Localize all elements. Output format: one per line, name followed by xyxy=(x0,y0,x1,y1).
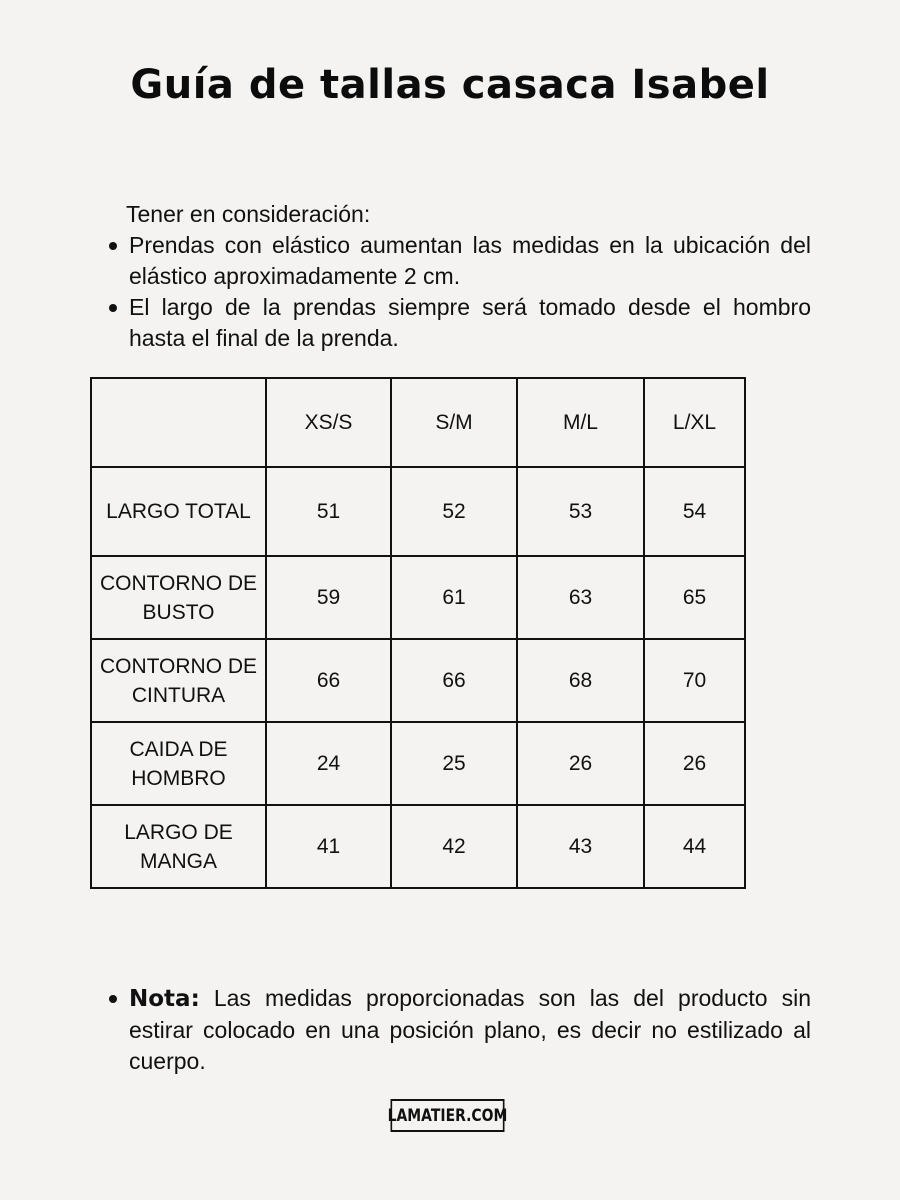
table-header-cell: M/L xyxy=(517,378,644,467)
table-header-cell: L/XL xyxy=(644,378,745,467)
table-cell: 44 xyxy=(644,805,745,888)
table-row xyxy=(91,722,745,805)
brand-logo: LAMATIER.COM xyxy=(391,1099,505,1132)
page-title: Guía de tallas casaca Isabel xyxy=(130,62,770,108)
table-cell: 43 xyxy=(517,805,644,888)
table-cell: 53 xyxy=(517,467,644,556)
table-row xyxy=(91,467,745,556)
considerations-section xyxy=(103,199,811,354)
considerations-list xyxy=(103,230,811,354)
table-cell: 54 xyxy=(644,467,745,556)
row-label: CAIDA DE HOMBRO xyxy=(91,722,266,805)
row-label: CONTORNO DE BUSTO xyxy=(91,556,266,639)
note-label: Nota: xyxy=(129,986,200,1012)
table-cell: 61 xyxy=(391,556,517,639)
table-cell: 59 xyxy=(266,556,391,639)
list-item: El largo de la prendas siempre será tomado desde el hombro hasta el final de la prenda. xyxy=(103,292,811,354)
note-section xyxy=(103,983,811,1077)
table-row xyxy=(91,639,745,722)
table-header-cell: XS/S xyxy=(266,378,391,467)
list-item: Prendas con elástico aumentan las medidas en la ubicación del elástico aproximadamente 2 cm. xyxy=(103,230,811,292)
note-item xyxy=(103,983,811,1077)
table-cell: 41 xyxy=(266,805,391,888)
considerations-heading: Tener en consideración: xyxy=(126,201,371,227)
table-cell: 63 xyxy=(517,556,644,639)
table-cell: 25 xyxy=(391,722,517,805)
table-cell: 65 xyxy=(644,556,745,639)
table-cell: 66 xyxy=(391,639,517,722)
table-cell: 24 xyxy=(266,722,391,805)
table-cell: 66 xyxy=(266,639,391,722)
size-chart-table xyxy=(90,377,746,889)
row-label: LARGO TOTAL xyxy=(91,467,266,556)
table-cell: 26 xyxy=(644,722,745,805)
table-cell: 70 xyxy=(644,639,745,722)
table-cell: 26 xyxy=(517,722,644,805)
table-cell: 51 xyxy=(266,467,391,556)
table-row xyxy=(91,556,745,639)
table-header-cell: S/M xyxy=(391,378,517,467)
table-cell: 68 xyxy=(517,639,644,722)
row-label: CONTORNO DE CINTURA xyxy=(91,639,266,722)
table-row xyxy=(91,805,745,888)
table-cell: 52 xyxy=(391,467,517,556)
table-header-row xyxy=(91,378,745,467)
row-label: LARGO DE MANGA xyxy=(91,805,266,888)
table-cell: 42 xyxy=(391,805,517,888)
table-header-cell xyxy=(91,378,266,467)
note-text: Las medidas proporcionadas son las del producto sin estirar colocado en una posición plano, es decir no estilizado al cuerpo. xyxy=(129,985,812,1074)
